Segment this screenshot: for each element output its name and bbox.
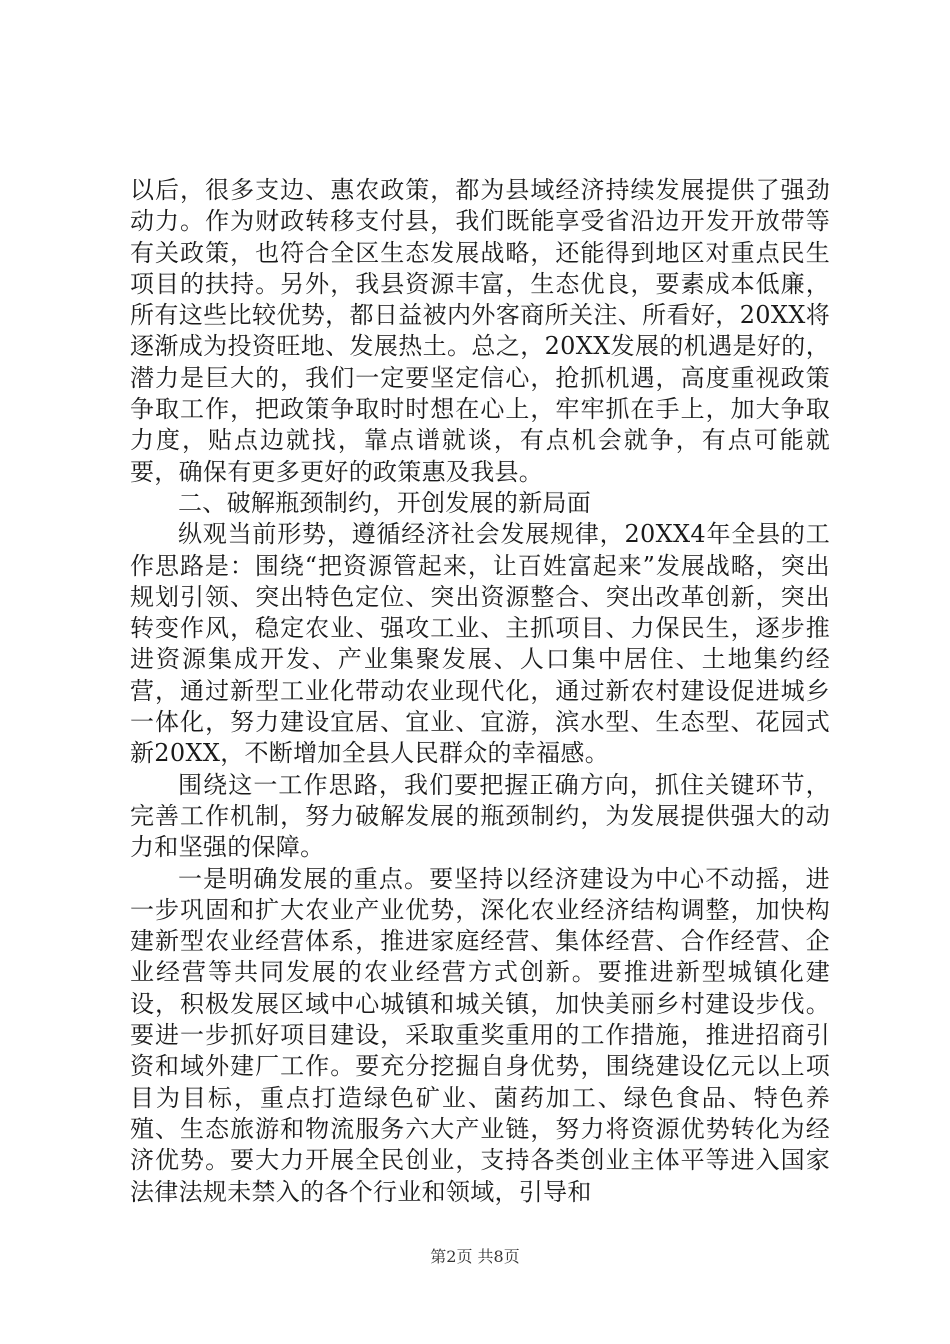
section-heading: 二、破解瓶颈制约，开创发展的新局面 bbox=[178, 488, 592, 517]
paragraph-work-plan: 纵观当前形势，遵循经济社会发展规律，20XX4年全县的工作思路是：围绕“把资源管起来，让百姓富起来”发展战略，突出规划引领、突出特色定位、突出资源整合、突出改革创新，突出转变作风，稳定农业、强攻工业、主抓项目、力保民生，逐步推进资源集成开发、产业集聚发展、人口集中居住、土地集约经营，通过新型工业化带动农业现代化，通过新农村建设促进城乡一体化，努力建设宜居、宜业、宜游，滨水型、生态型、花园式新20XX，不断增加全县人民群众的幸福感。 bbox=[130, 520, 830, 768]
paragraph-approach: 围绕这一工作思路，我们要把握正确方向，抓住关键环节，完善工作机制，努力破解发展的瓶颈制约，为发展提供强大的动力和坚强的保障。 bbox=[130, 770, 830, 862]
page-footer: 第2页 共8页 bbox=[430, 1247, 520, 1266]
paragraph-priorities: 一是明确发展的重点。要坚持以经济建设为中心不动摇，进一步巩固和扩大农业产业优势，深化农业经济结构调整，加快构建新型农业经营体系，推进家庭经营、集体经营、合作经营、企业经营等共同发展的农业经营方式创新。要推进新型城镇化建设，积极发展区域中心城镇和城关镇，加快美丽乡村建设步伐。要进一步抓好项目建设，采取重奖重用的工作措施，推进招商引资和域外建厂工作。要充分挖掘自身优势，围绕建设亿元以上项目为目标，重点打造绿色矿业、菌药加工、绿色食品、特色养殖、生态旅游和物流服务六大产业链，努力将资源优势转化为经济优势。要大力开展全民创业，支持各类创业主体平等进入国家法律法规未禁入的各个行业和领域，引导和 bbox=[130, 864, 830, 1206]
document-body bbox=[130, 175, 830, 1208]
paragraph-continuation: 以后，很多支边、惠农政策，都为县域经济持续发展提供了强劲动力。作为财政转移支付县，我们既能享受省沿边开发开放带等有关政策，也符合全区生态发展战略，还能得到地区对重点民生项目的扶持。另外，我县资源丰富，生态优良，要素成本低廉，所有这些比较优势，都日益被内外客商所关注、所看好，20XX将逐渐成为投资旺地、发展热土。总之，20XX发展的机遇是好的，潜力是巨大的，我们一定要坚定信心，抢抓机遇，高度重视政策争取工作，把政策争取时时想在心上，牢牢抓在手上，加大争取力度，贴点边就找，靠点谱就谈，有点机会就争，有点可能就要，确保有更多更好的政策惠及我县。 bbox=[130, 176, 830, 486]
